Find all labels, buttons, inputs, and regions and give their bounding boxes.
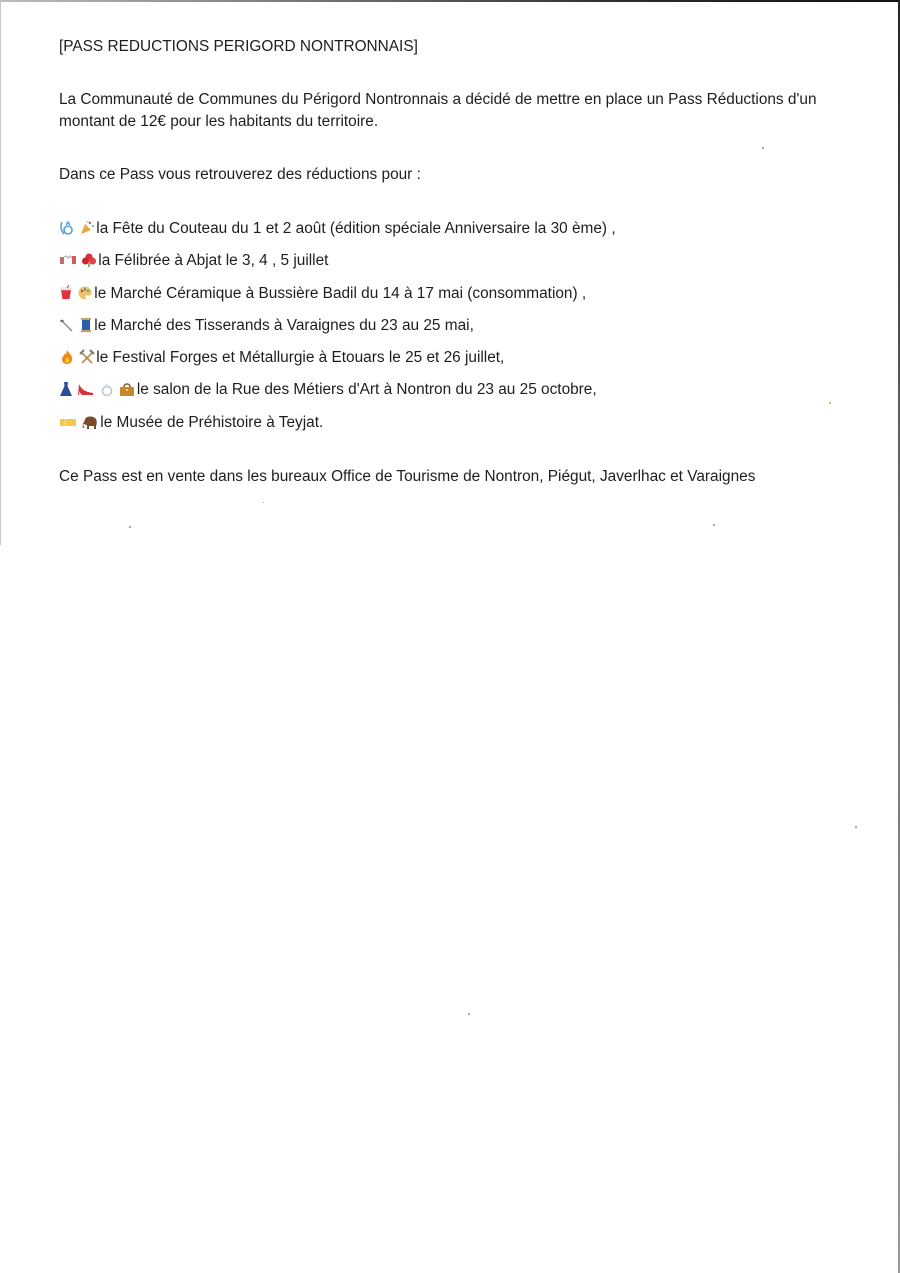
dress-icon	[59, 381, 73, 397]
item-text: le Musée de Préhistoire à Teyjat.	[100, 413, 324, 431]
list-item	[59, 250, 859, 282]
ring-icon	[100, 381, 114, 397]
item-icons	[59, 252, 97, 274]
closing-paragraph: Ce Pass est en vente dans les bureaux Office de Tourisme de Nontron, Piégut, Javerlhac et Varaignes	[59, 468, 756, 486]
scan-edge-top	[0, 0, 900, 2]
list-item	[59, 347, 859, 379]
item-text: le Marché Céramique à Bussière Badil du 14 à 17 mai (consommation) ,	[94, 284, 587, 302]
scan-edge-left	[0, 0, 1, 545]
needle-icon	[59, 317, 75, 333]
scan-speck	[129, 526, 131, 528]
reductions-list	[59, 218, 859, 444]
blades-icon	[59, 220, 75, 236]
scan-speck	[263, 502, 264, 503]
list-item	[59, 283, 859, 315]
item-icons	[59, 285, 93, 307]
handbag-icon	[118, 381, 136, 397]
high-heel-icon	[77, 381, 95, 397]
list-item	[59, 218, 859, 250]
scan-speck	[468, 1013, 470, 1015]
item-text: la Félibrée à Abjat le 3, 4 , 5 juillet	[98, 252, 329, 270]
document-body	[59, 36, 859, 488]
item-icons	[59, 349, 95, 371]
thread-spool-icon	[79, 317, 93, 333]
scan-speck	[855, 826, 857, 828]
party-popper-icon	[79, 220, 95, 236]
document-title: [PASS REDUCTIONS PERIGORD NONTRONNAIS]	[59, 38, 418, 55]
item-text: le salon de la Rue des Métiers d'Art à Nontron du 23 au 25 octobre,	[136, 381, 597, 399]
accordion-icon	[59, 252, 77, 268]
intro-paragraph: La Communauté de Communes du Périgord Nontronnais a décidé de mettre en place un Pass Réductions d'un montant de 12€ pour les habitants du territoire.	[59, 91, 817, 130]
item-icons	[59, 220, 95, 242]
hammer-pick-icon	[79, 349, 95, 365]
scan-speck	[713, 524, 715, 526]
palette-icon	[77, 285, 93, 301]
list-item	[59, 315, 859, 347]
mammoth-icon	[81, 414, 99, 430]
item-icons	[59, 414, 99, 436]
lead-paragraph: Dans ce Pass vous retrouverez des réductions pour :	[59, 166, 421, 183]
cup-icon	[59, 285, 73, 301]
item-icons	[59, 381, 136, 403]
list-item	[59, 412, 859, 444]
item-text: la Fête du Couteau du 1 et 2 août (édition spéciale Anniversaire la 30 ème) ,	[96, 220, 616, 237]
item-text: le Festival Forges et Métallurgie à Etouars le 25 et 26 juillet,	[96, 349, 505, 367]
item-icons	[59, 317, 93, 339]
ticket-icon	[59, 414, 77, 430]
item-text: le Marché des Tisserands à Varaignes du 23 au 25 mai,	[94, 316, 474, 334]
list-item	[59, 379, 859, 411]
fire-icon	[59, 349, 75, 365]
flower-icon	[81, 252, 97, 268]
